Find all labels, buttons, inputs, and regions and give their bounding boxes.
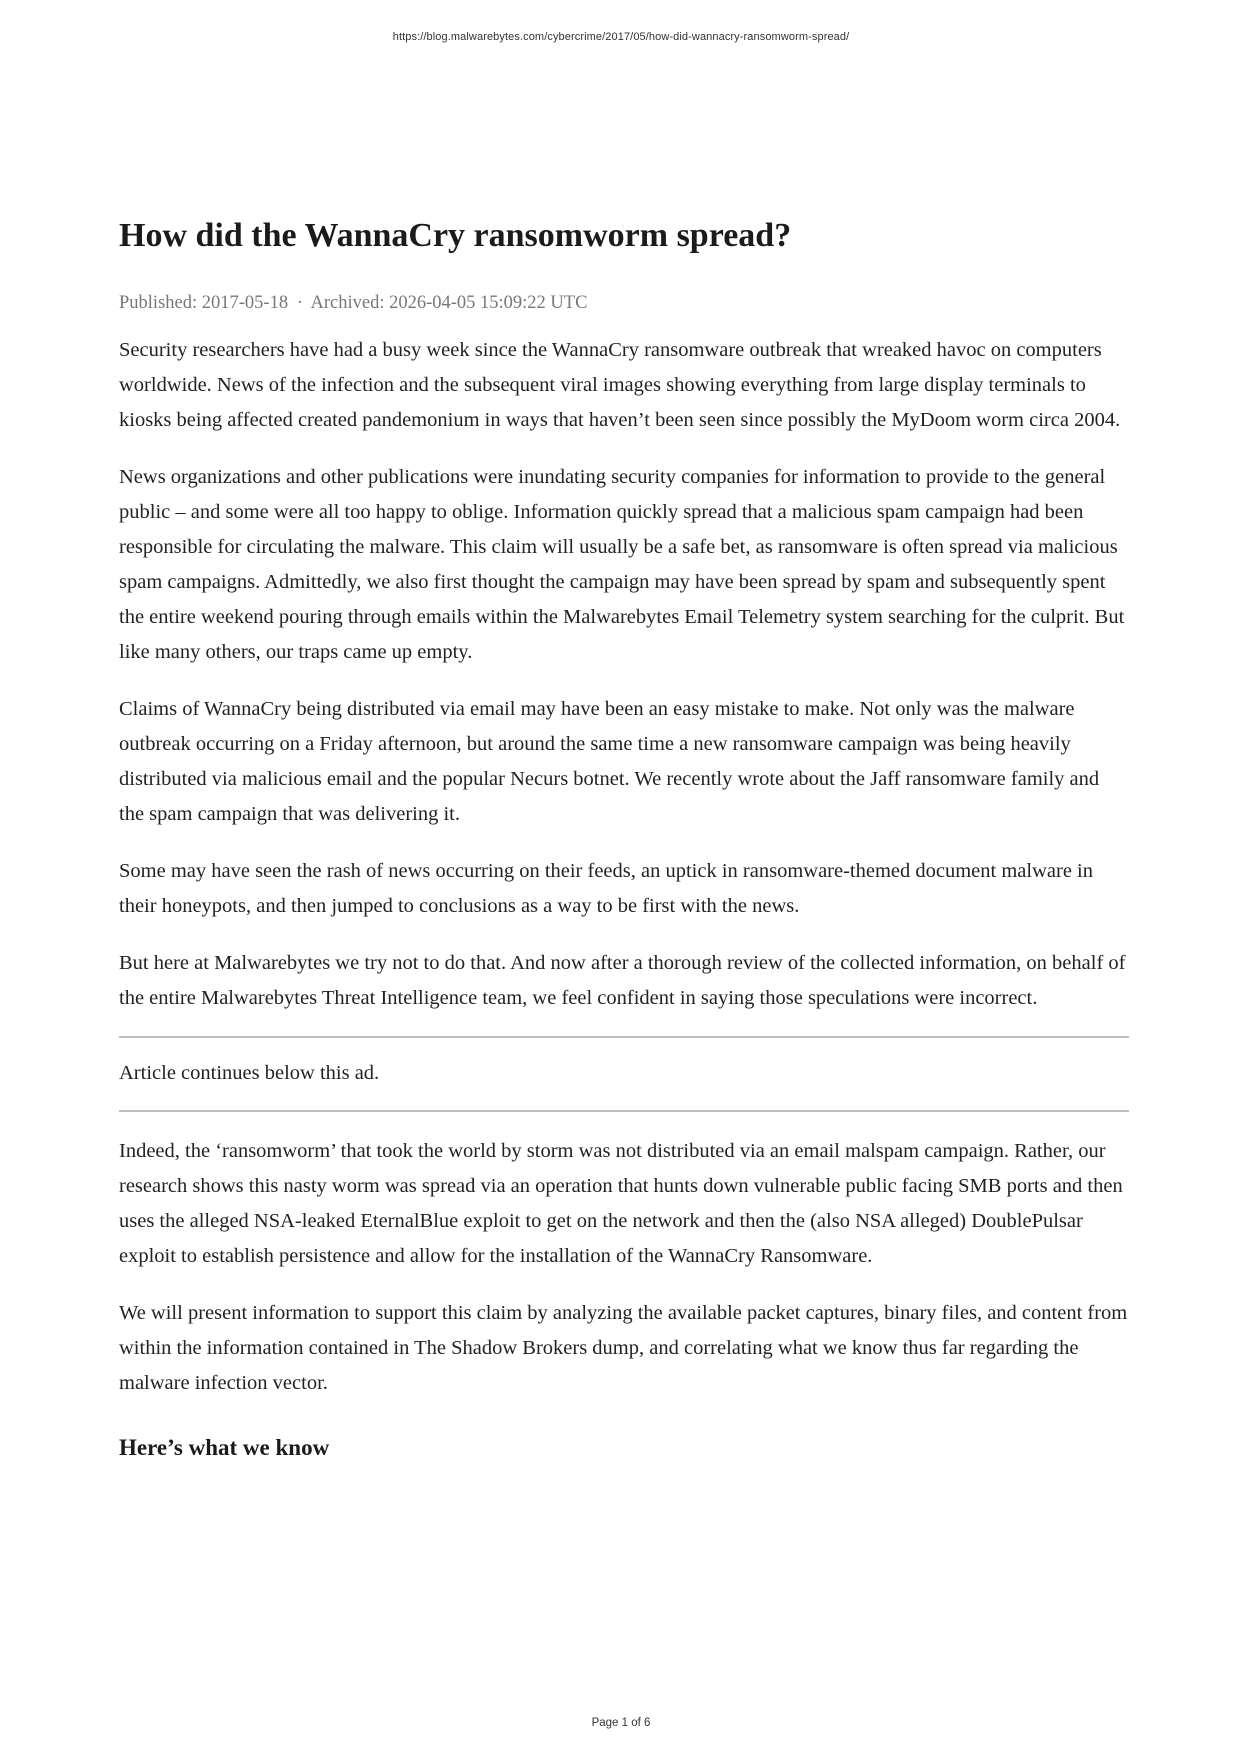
paragraph: News organizations and other publications were inundating security companies for information to provide to the general public – and some were all too happy to oblige. Information quickly spread that a malicious spam campaign had been responsible for circulating the malware. This claim will usually be a safe bet, as ransomware is often spread via malicious spam campaigns. Admittedly, we also first thought the campaign may have been spread by spam and subsequently spent the entire weekend pouring through emails within the Malwarebytes Email Telemetry system searching for the culprit. But like many others, our traps came up empty. [119, 466, 1125, 663]
article-body [119, 333, 1129, 1463]
paragraph: Claims of WannaCry being distributed via email may have been an easy mistake to make. Not only was the malware outbreak occurring on a Friday afternoon, but around the same time a new ransomware campaign was being heavily distributed via malicious email and the popular Necurs botnet. We recently wrote about the Jaff ransomware family and the spam campaign that was delivering it. [119, 698, 1100, 825]
archived-date: Archived: 2026-04-05 15:09:22 UTC [310, 293, 588, 313]
page-number: Page 1 of 6 [591, 1717, 651, 1729]
section-heading: Here’s what we know [119, 1435, 330, 1460]
article-title: How did the WannaCry ransomworm spread? [119, 217, 792, 254]
paragraph: We will present information to support this claim by analyzing the available packet captures, binary files, and content from within the information contained in The Shadow Brokers dump, and correlating what we know thus far regarding the malware infection vector. [119, 1302, 1128, 1394]
article [119, 216, 1129, 1463]
ad-notice-block [119, 1036, 1129, 1112]
published-date: Published: 2017-05-18 [119, 293, 289, 313]
article-meta [119, 291, 1129, 315]
paragraph: Indeed, the ‘ransomworm’ that took the world by storm was not distributed via an email malspam campaign. Rather, our research shows this nasty worm was spread via an operation that hunts down vulnerable public facing SMB ports and then uses the alleged NSA-leaked EternalBlue exploit to get on the network and then the (also NSA alleged) DoublePulsar exploit to establish persistence and allow for the installation of the WannaCry Ransomware. [119, 1140, 1123, 1267]
page-url: https://blog.malwarebytes.com/cybercrime/2017/05/how-did-wannacry-ransomworm-spread/ [392, 31, 850, 43]
paragraph: But here at Malwarebytes we try not to do that. And now after a thorough review of the collected information, on behalf of the entire Malwarebytes Threat Intelligence team, we feel confident in saying those speculations were incorrect. [119, 952, 1126, 1009]
paragraph: Security researchers have had a busy week since the WannaCry ransomware outbreak that wreaked havoc on computers worldwide. News of the infection and the subsequent viral images showing everything from large display terminals to kiosks being affected created pandemonium in ways that haven’t been seen since possibly the MyDoom worm circa 2004. [119, 339, 1121, 431]
paragraph: Some may have seen the rash of news occurring on their feeds, an uptick in ransomware-themed document malware in their honeypots, and then jumped to conclusions as a way to be first with the news. [119, 860, 1093, 917]
ad-notice: Article continues below this ad. [119, 1062, 380, 1084]
meta-separator: · [296, 293, 303, 313]
